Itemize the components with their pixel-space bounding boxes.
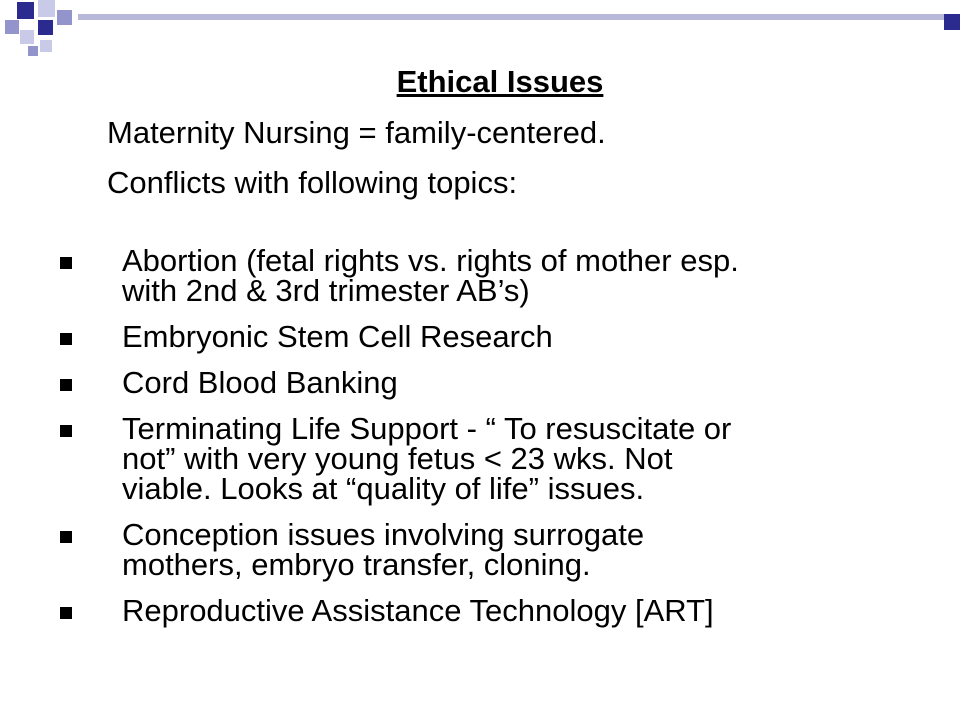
bullet-line: mothers, embryo transfer, cloning.: [122, 547, 591, 582]
bullet-line: Terminating Life Support - “ To resuscitate or: [122, 411, 732, 446]
square-bullet-icon: [60, 257, 72, 269]
square-bullet-icon: [60, 607, 72, 619]
square-bullet-icon: [60, 425, 72, 437]
square-bullet-icon: [60, 531, 72, 543]
bullet-line: Embryonic Stem Cell Research: [122, 319, 553, 354]
list-item: [60, 319, 940, 354]
deco-square-light: [20, 30, 34, 44]
slide-title: Ethical Issues: [396, 64, 604, 99]
bullet-line: Cord Blood Banking: [122, 365, 398, 400]
bullet-line: Abortion (fetal rights vs. rights of mother esp.: [122, 243, 739, 278]
list-item: [60, 411, 940, 506]
deco-square-mid: [57, 10, 72, 25]
square-bullet-icon: [60, 333, 72, 345]
list-item: [60, 243, 940, 308]
intro-text: [107, 108, 606, 208]
list-item: [60, 593, 940, 628]
list-item: [60, 517, 940, 582]
topic-list: [60, 243, 940, 642]
bullet-line: Conception issues involving surrogate: [122, 517, 645, 552]
deco-square-light: [40, 40, 52, 52]
list-item: [60, 365, 940, 400]
square-bullet-icon: [60, 379, 72, 391]
deco-square-mid: [5, 20, 19, 34]
intro-line: Conflicts with following topics:: [107, 165, 518, 200]
intro-line: Maternity Nursing = family-centered.: [107, 115, 606, 150]
deco-square-dark: [944, 14, 960, 30]
slide-decoration: [0, 0, 960, 60]
deco-square-light: [38, 0, 55, 17]
deco-square-mid: [28, 46, 38, 56]
bullet-line: with 2nd & 3rd trimester AB’s): [122, 273, 530, 308]
bullet-line: Reproductive Assistance Technology [ART]: [122, 593, 714, 628]
top-rule: [78, 14, 960, 20]
bullet-line: not” with very young fetus < 23 wks. Not: [122, 441, 673, 476]
deco-square-dark: [17, 2, 34, 19]
deco-square-dark: [38, 20, 53, 35]
bullet-line: viable. Looks at “quality of life” issues.: [122, 471, 645, 506]
